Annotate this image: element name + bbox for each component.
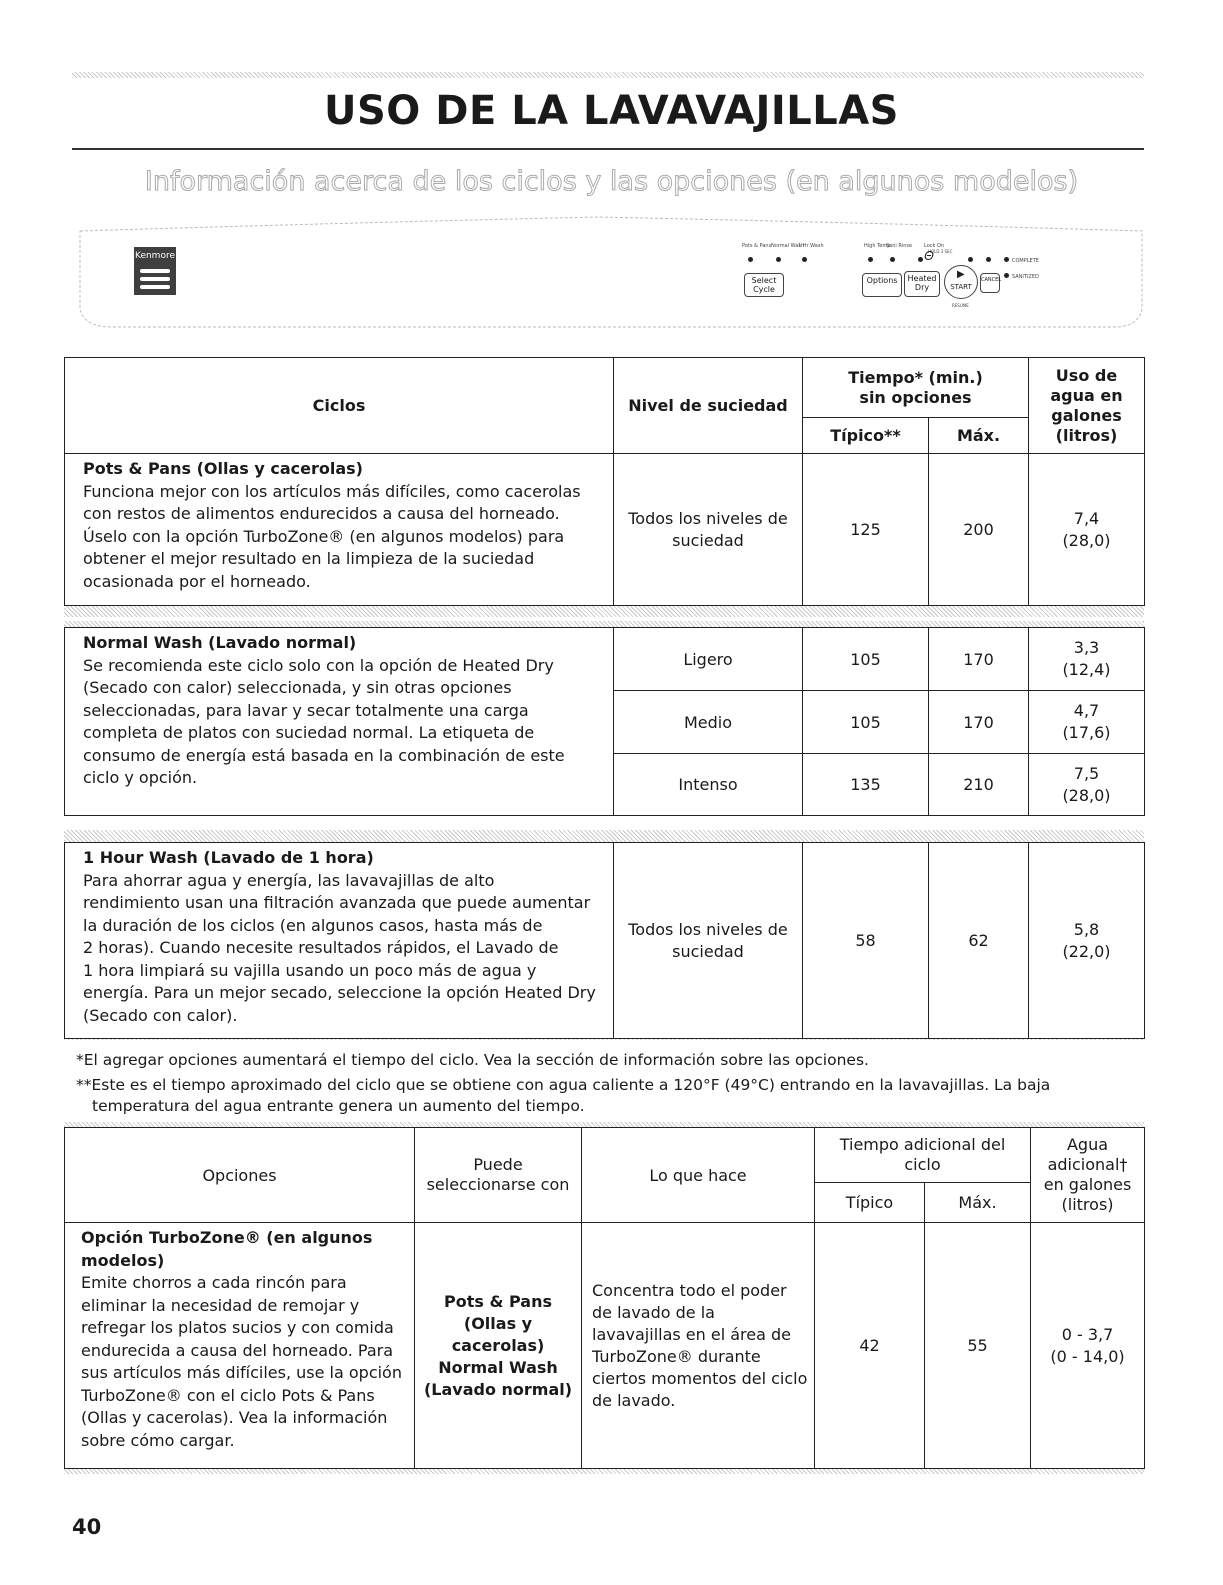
sanitized-label: SANITIZED [1012, 274, 1039, 280]
cycle-normal-wash: Normal Wash (Lavado normal) Se recomienda este ciclo solo con la opción de Heated Dry (Secado con calor) seleccionada, y sin otras opciones seleccionadas, para lavar y secar totalmente una carga completa de platos con suciedad normal. La etiqueta de consumo de energía está basada en la combinación de este ciclo y opción. [65, 628, 614, 816]
footnote-2-cont: temperatura del agua entrante genera un aumento del tiempo. [92, 1097, 585, 1115]
status-indicator-2 [986, 257, 991, 262]
option-indicator-1 [868, 257, 873, 262]
typical-cell: 105 [803, 691, 929, 754]
kenmore-logo: Kenmore [134, 247, 176, 295]
cancel-button[interactable]: CANCEL [980, 273, 1000, 293]
lock-icon: 𝛩 [924, 249, 934, 263]
soil-cell: Medio [614, 691, 803, 754]
what-it-does-cell: Concentra todo el poder de lavado de la lavavajillas en el área de TurboZone® durante ciertos momentos del ciclo de lavado. [582, 1223, 815, 1469]
water-cell: 7,4 (28,0) [1029, 454, 1145, 606]
cycle-label-1hr: 1 Hr Wash [798, 243, 824, 249]
options-button[interactable]: Options [862, 273, 902, 297]
cycle-label-pots: Pots & Pans [742, 243, 772, 249]
header-typical: Típico** [803, 418, 929, 454]
header-what-it-does: Lo que hace [582, 1128, 815, 1223]
page-number: 40 [72, 1515, 102, 1539]
max-cell: 170 [929, 691, 1029, 754]
options-table [64, 1127, 1145, 1469]
option-label-sani: Sani Rinse [886, 243, 913, 249]
option-turbozone: Opción TurboZone® (en algunos modelos) Emite chorros a cada rincón para eliminar la necesidad de remojar y refregar los platos sucios y con comida endurecida a causa del horneado. Para sus artículos más difíciles, use la opción TurboZone® con el ciclo Pots & Pans (Ollas y cacerolas). Vea la información sobre cómo cargar. [65, 1223, 415, 1469]
water-cell: 4,7 (17,6) [1029, 691, 1145, 754]
header-options: Opciones [65, 1128, 415, 1223]
typical-cell: 105 [803, 628, 929, 691]
max-cell: 55 [925, 1223, 1031, 1469]
max-cell: 200 [929, 454, 1029, 606]
header-max: Máx. [925, 1183, 1031, 1223]
soil-cell: Ligero [614, 628, 803, 691]
footnote-2: **Este es el tiempo aproximado del ciclo que se obtiene con agua caliente a 120°F (49°C) entrando en la lavavajillas. La baja [76, 1076, 1051, 1094]
start-button[interactable]: START [944, 265, 978, 299]
status-indicator-3 [1004, 257, 1009, 262]
water-cell: 3,3 (12,4) [1029, 628, 1145, 691]
heated-dry-button[interactable]: Heated Dry [904, 271, 940, 297]
water-cell: 5,8 (22,0) [1029, 843, 1145, 1039]
option-label-lock: Lock On [924, 243, 945, 249]
sanitized-indicator [1004, 273, 1009, 278]
cycles-table-normal [64, 627, 1145, 816]
header-select-with: Puede seleccionarse con [415, 1128, 582, 1223]
soil-cell: Todos los niveles de suciedad [614, 843, 803, 1039]
soil-cell: Todos los niveles de suciedad [614, 454, 803, 606]
option-indicator-2 [890, 257, 895, 262]
header-water: Uso de agua en galones (litros) [1029, 358, 1145, 454]
panel-outline [78, 213, 1144, 331]
page-title: USO DE LA LAVAVAJILLAS [324, 88, 899, 134]
typical-cell: 58 [803, 843, 929, 1039]
max-cell: 210 [929, 754, 1029, 816]
typical-cell: 135 [803, 754, 929, 816]
title-divider [72, 148, 1144, 150]
max-cell: 170 [929, 628, 1029, 691]
status-indicator-1 [968, 257, 973, 262]
max-cell: 62 [929, 843, 1029, 1039]
header-extra-water: Agua adicional† en galones (litros) [1031, 1128, 1145, 1223]
cycle-1-hour-wash: 1 Hour Wash (Lavado de 1 hora) Para ahorrar agua y energía, las lavavajillas de alto rendimiento usan una filtración avanzada que puede aumentar la duración de los ciclos (en algunos casos, hasta más de 2 horas). Cuando necesite resultados rápidos, el Lavado de 1 hora limpiará su vajilla usando un poco más de agua y energía. Para un mejor secado, seleccione la opción Heated Dry (Secado con calor). [65, 843, 614, 1039]
complete-label: COMPLETE [1012, 258, 1039, 264]
header-max: Máx. [929, 418, 1029, 454]
play-icon: ▶ [957, 269, 965, 280]
select-with-cell: Pots & Pans (Ollas y cacerolas) Normal Wash (Lavado normal) [415, 1223, 582, 1469]
cycles-table-1hr [64, 842, 1145, 1039]
top-rule [72, 72, 1144, 78]
hold-label: HOLD 3 SEC [928, 249, 953, 254]
cycles-table [64, 357, 1145, 606]
option-label-high: High Temp [864, 243, 891, 249]
option-indicator-3 [918, 257, 923, 262]
header-time: Tiempo* (min.) sin opciones [803, 358, 1029, 418]
water-cell: 7,5 (28,0) [1029, 754, 1145, 816]
header-soil-level: Nivel de suciedad [614, 358, 803, 454]
cycle-indicator-3 [802, 257, 807, 262]
header-extra-time: Tiempo adicional del ciclo [815, 1128, 1031, 1183]
header-typical: Típico [815, 1183, 925, 1223]
header-cycles: Ciclos [65, 358, 614, 454]
typical-cell: 42 [815, 1223, 925, 1469]
cycle-label-normal: Normal Wash [771, 243, 805, 249]
water-cell: 0 - 3,7 (0 - 14,0) [1031, 1223, 1145, 1469]
cycle-pots-pans: Pots & Pans (Ollas y cacerolas) Funciona mejor con los artículos más difíciles, como cacerolas con restos de alimentos endurecidos a causa del horneado. Úselo con la opción TurboZone® (en algunos modelos) para obtener el mejor resultado en la limpieza de la suciedad ocasionada por el horneado. [65, 454, 614, 606]
footnote-1: *El agregar opciones aumentará el tiempo del ciclo. Vea la sección de información sobre las opciones. [76, 1051, 869, 1069]
section-subtitle: Información acerca de los ciclos y las opciones (en algunos modelos) [144, 166, 1079, 197]
control-panel-illustration [78, 213, 1144, 331]
resume-label: RESUME [952, 303, 969, 308]
typical-cell: 125 [803, 454, 929, 606]
cycle-indicator-2 [776, 257, 781, 262]
select-cycle-button[interactable]: Select Cycle [744, 273, 784, 297]
soil-cell: Intenso [614, 754, 803, 816]
cycle-indicator-1 [748, 257, 753, 262]
